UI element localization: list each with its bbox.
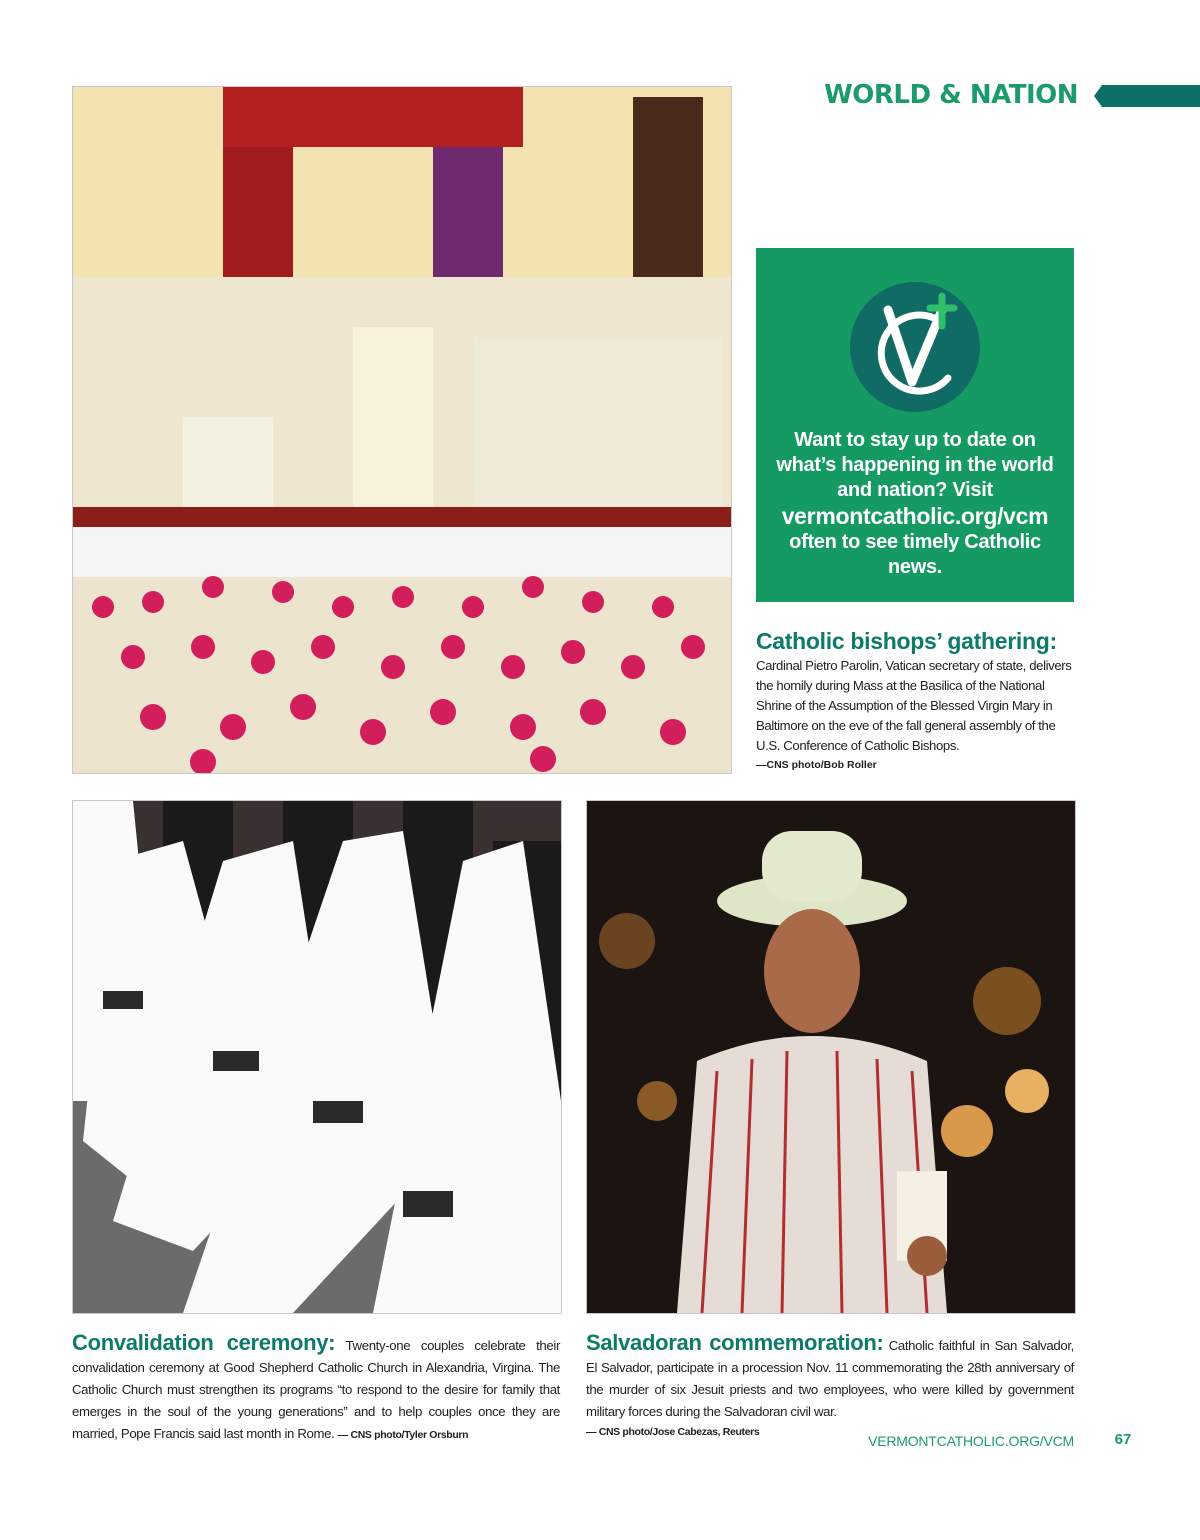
footer-url[interactable]: VERMONTCATHOLIC.ORG/VCM — [868, 1433, 1074, 1449]
salvadoran-procession-photo — [586, 800, 1076, 1314]
convalidation-couples-photo — [72, 800, 562, 1314]
salvadoran-caption-title: Salvadoran commemoration: — [586, 1330, 884, 1355]
vcm-logo-icon — [850, 282, 980, 412]
promo-text-intro: Want to stay up to date on what’s happening in the world and nation? Visit — [776, 429, 1054, 501]
salvadoran-photo-credit: — CNS photo/Jose Cabezas, Reuters — [586, 1426, 760, 1438]
bishops-caption-title: Catholic bishops’ gathering: — [756, 628, 1057, 654]
convalidation-photo-credit: — CNS photo/Tyler Orsburn — [337, 1429, 469, 1441]
page-number: 67 — [1114, 1431, 1132, 1448]
convalidation-caption-body: Twenty-one couples celebrate their convalidation ceremony at Good Shepherd Catholic Church in Alexandria, Virgina. The Catholic Church must strengthen its programs “to respond to the desire for family that emerges in the soul of the young generations” and to help couples once they are married, Pope Francis said last month in Rome. — [72, 1338, 560, 1441]
section-tab-marker — [1094, 85, 1200, 107]
promo-box — [756, 248, 1074, 602]
section-title: WORLD & NATION — [824, 80, 1078, 110]
convalidation-caption — [72, 1332, 560, 1446]
promo-url-link[interactable]: vermontcatholic.org/vcm — [781, 503, 1049, 529]
bishops-photo-credit: —CNS photo/Bob Roller — [756, 759, 877, 771]
promo-message — [770, 428, 1060, 580]
promo-text-outro: often to see timely Catholic news. — [789, 531, 1041, 578]
bishops-mass-photo — [72, 86, 732, 774]
bishops-caption — [756, 626, 1076, 774]
salvadoran-caption-body: Catholic faithful in San Salvador, El Salvador, participate in a procession Nov. 11 commemorating the 28th anniversary of the murder of six Jesuit priests and two employees, who were killed by government military forces during the Salvadoran civil war. — [586, 1338, 1074, 1419]
convalidation-caption-title: Convalidation ceremony: — [72, 1330, 336, 1355]
bishops-caption-body: Cardinal Pietro Parolin, Vatican secretary of state, delivers the homily during Mass at the Basilica of the National Shrine of the Assumption of the Blessed Virgin Mary in Baltimore on the eve of the fall general assembly of the U.S. Conference of Catholic Bishops. — [756, 658, 1072, 753]
salvadoran-caption — [586, 1332, 1074, 1441]
